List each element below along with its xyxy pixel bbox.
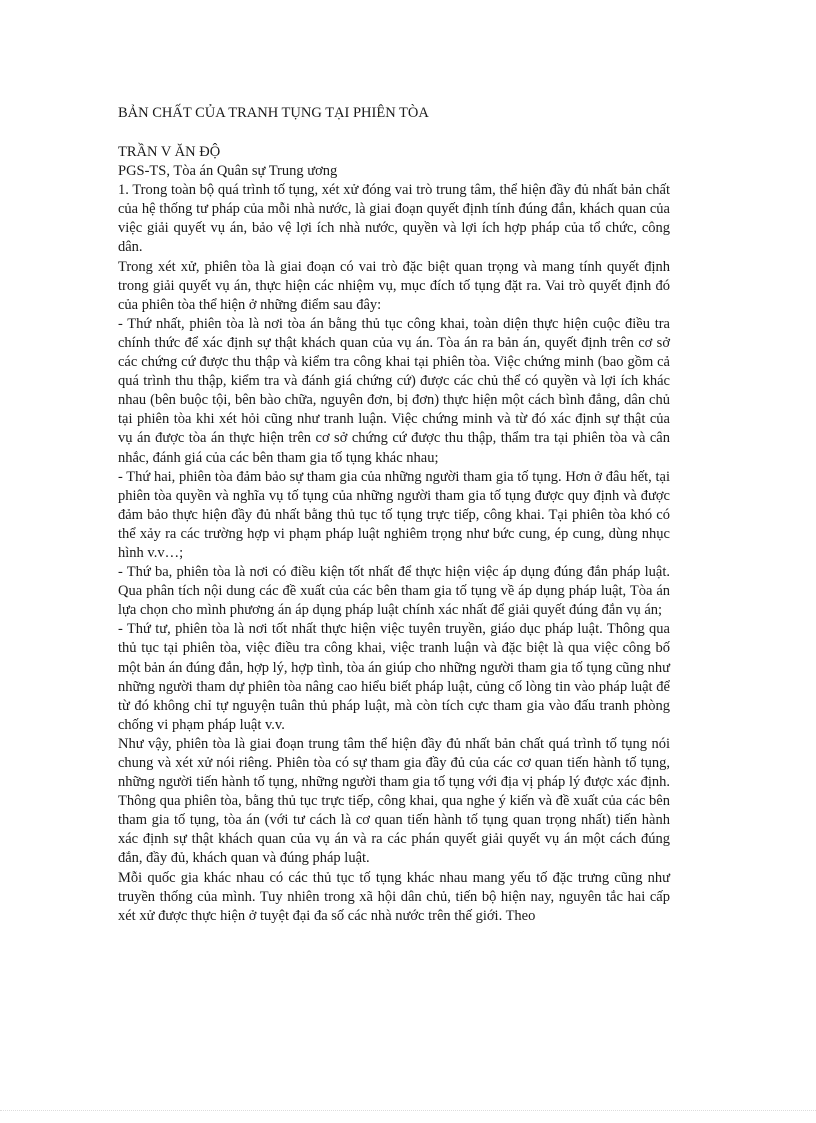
paragraph-1: 1. Trong toàn bộ quá trình tố tụng, xét xử đóng vai trò trung tâm, thể hiện đầy đủ nhất bản chất của hệ thống tư pháp của mỗi nhà nước, là giai đoạn quyết định tính đúng đắn, khách quan của việc giải quyết vụ án, bảo vệ lợi ích nhà nước, quyền và lợi ích hợp pháp của tổ chức, công dân. xyxy=(118,182,670,256)
paragraph-4: - Thứ hai, phiên tòa đảm bảo sự tham gia của những người tham gia tố tụng. Hơn ở đâu hết, tại phiên tòa quyền và nghĩa vụ tố tụng của những người tham gia tố tụng được quy định và được đảm bảo thực hiện đầy đủ nhất bằng thủ tục tố tụng trực tiếp, công khai. Tại phiên tòa khó có thể xảy ra các trường hợp vi phạm pháp luật nghiêm trọng như bức cung, ép cung, dùng nhục hình v.v…; xyxy=(118,468,670,561)
paragraph-6: - Thứ tư, phiên tòa là nơi tốt nhất thực hiện việc tuyên truyền, giáo dục pháp luật. Thông qua thủ tục tại phiên tòa, việc điều tra công khai, việc tranh luận và đặc biệt là qua việc công bố một bản án đúng đắn, hợp lý, hợp tình, tòa án giúp cho những người tham gia tố tụng cũng như những người tham dự phiên tòa nâng cao hiểu biết pháp luật, củng cố lòng tin vào pháp luật để từ đó không chỉ tự nguyện tuân thủ pháp luật, mà còn tích cực tham gia vào đấu tranh phòng chống vi phạm pháp luật v.v. xyxy=(118,621,670,733)
paragraph-7: Như vậy, phiên tòa là giai đoạn trung tâm thể hiện đầy đủ nhất bản chất quá trình tố tụng nói chung và xét xử nói riêng. Phiên tòa có sự tham gia đầy đủ của các cơ quan tiến hành tố tụng, những người tiến hành tố tụng, những người tham gia tố tụng với địa vị pháp lý được xác định. Thông qua phiên tòa, bằng thủ tục trực tiếp, công khai, qua nghe ý kiến và đề xuất của các bên tham gia tố tụng, tòa án (với tư cách là cơ quan tiến hành tố tụng quan trọng nhất) tiến hành xác định sự thật khách quan của vụ án và ra các phán quyết giải quyết vụ án một cách đúng đắn, đầy đủ, khách quan và đúng pháp luật. xyxy=(118,735,670,867)
document-body xyxy=(118,104,670,926)
paragraph-5: - Thứ ba, phiên tòa là nơi có điều kiện tốt nhất để thực hiện việc áp dụng đúng đắn pháp luật. Qua phân tích nội dung các đề xuất của các bên tham gia tố tụng về áp dụng pháp luật, Tòa án lựa chọn cho mình phương án áp dụng pháp luật chính xác nhất để giải quyết đúng đắn vụ án; xyxy=(118,564,670,619)
author-name: TRẦN V ĂN ĐỘ xyxy=(118,144,221,160)
author-affiliation: PGS-TS, Tòa án Quân sự Trung ương xyxy=(118,163,338,180)
page-bottom-divider xyxy=(0,1110,816,1111)
paragraph-3: - Thứ nhất, phiên tòa là nơi tòa án bằng thủ tục công khai, toàn diện thực hiện cuộc điều tra chính thức để xác định sự thật khách quan của vụ án. Tòa án ra bản án, quyết định trên cơ sở các chứng cứ được thu thập và kiểm tra công khai tại phiên tòa. Việc chứng minh (bao gồm cả quá trình thu thập, kiểm tra và đánh giá chứng cứ) được các chủ thể có quyền và lợi ích khác nhau (bên buộc tội, bên bào chữa, nguyên đơn, bị đơn) thực hiện một cách bình đẳng, dân chủ tại phiên tòa khi xét hỏi cũng như tranh luận. Việc chứng minh và từ đó xác định sự thật của vụ án được tòa án thực hiện trên cơ sở chứng cứ được thu thập, thẩm tra tại phiên tòa và cân nhắc, đánh giá của các bên tham gia tố tụng khác nhau; xyxy=(118,315,670,466)
paragraph-2: Trong xét xử, phiên tòa là giai đoạn có vai trò đặc biệt quan trọng và mang tính quyết định trong giải quyết vụ án, thực hiện các nhiệm vụ, mục đích tố tụng đặt ra. Vai trò quyết định đó của phiên tòa thể hiện ở những điểm sau đây: xyxy=(118,258,670,313)
paragraph-8: Mỗi quốc gia khác nhau có các thủ tục tố tụng khác nhau mang yếu tố đặc trưng cũng như truyền thống của mình. Tuy nhiên trong xã hội dân chủ, tiến bộ hiện nay, nguyên tắc hai cấp xét xử được thực hiện ở tuyệt đại đa số các nhà nước trên thế giới. Theo xyxy=(118,869,670,924)
document-title: BẢN CHẤT CỦA TRANH TỤNG TẠI PHIÊN TÒA xyxy=(118,105,429,121)
